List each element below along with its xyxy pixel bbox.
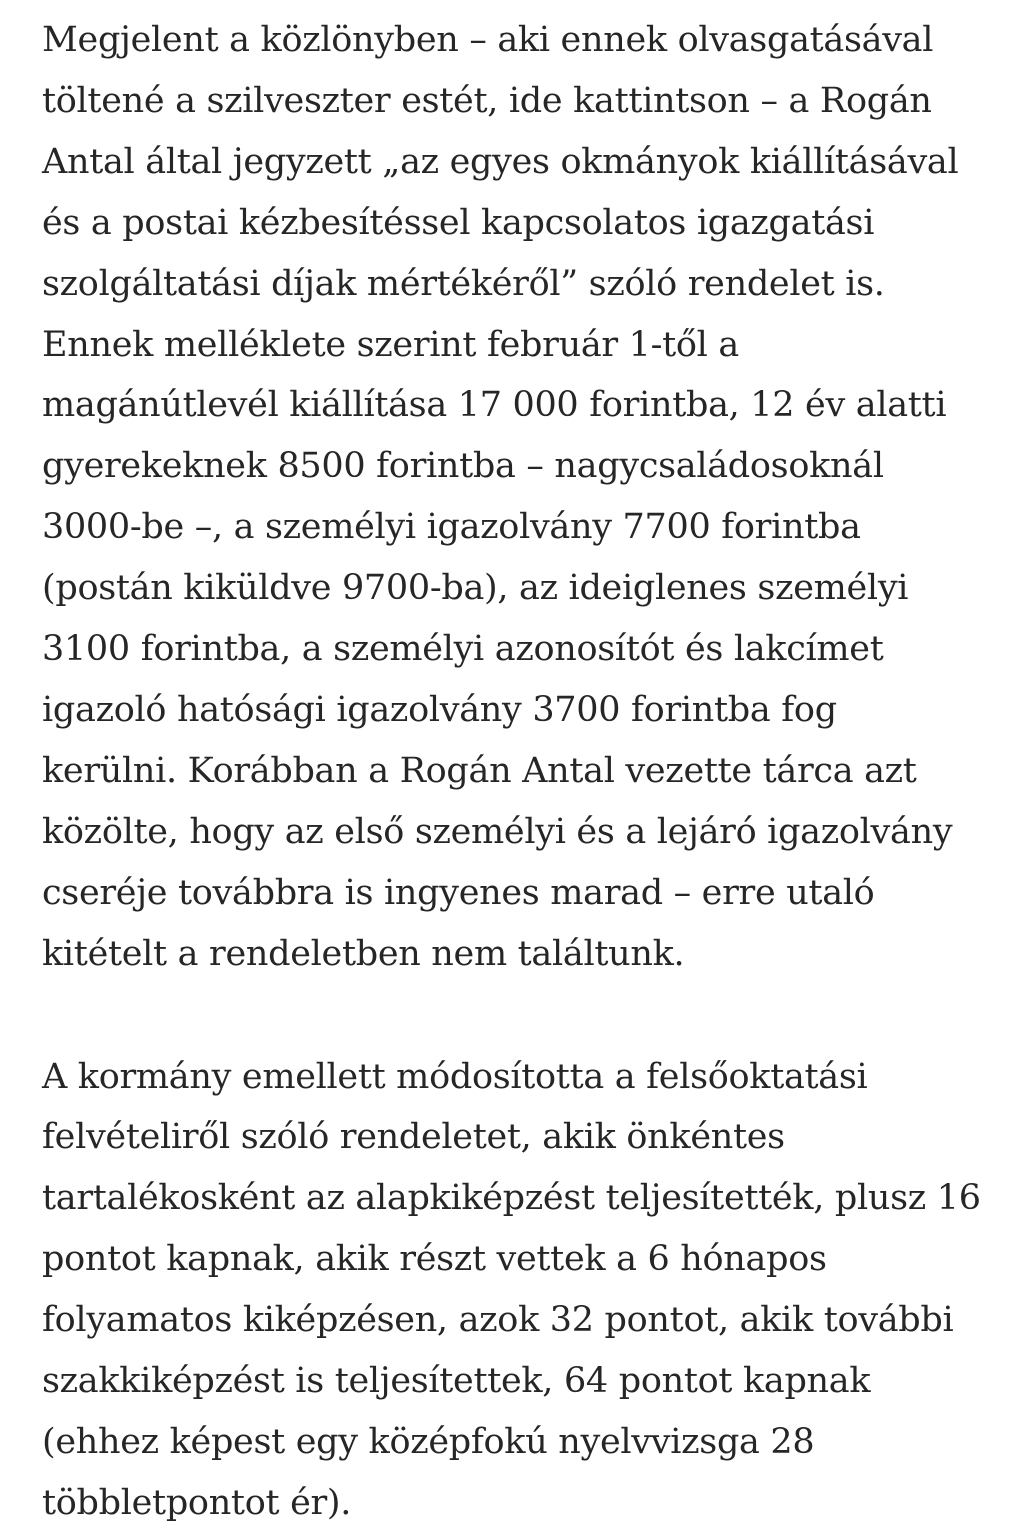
paragraph-spacer [42, 985, 1002, 1047]
text-line: A kormány emellett módosította a felsőoktatási [42, 1056, 868, 1097]
text-line: 3000-be –, a személyi igazolvány 7700 forintba [42, 507, 861, 548]
text-line: magánútlevél kiállítása 17 000 forintba, 12 év alatti [42, 385, 947, 426]
text-line: és a postai kézbesítéssel kapcsolatos igazgatási [42, 202, 875, 243]
text-line: többletpontot ér). [42, 1482, 352, 1523]
text-line: cseréje továbbra is ingyenes marad – erre utaló [42, 872, 875, 913]
text-line: igazoló hatósági igazolvány 3700 forintba fog [42, 689, 837, 730]
text-line: kitételt a rendeletben nem találtunk. [42, 933, 685, 974]
text-line: közölte, hogy az első személyi és a lejáró igazolvány [42, 811, 953, 852]
article-body [42, 10, 1002, 1534]
text-line: pontot kapnak, akik részt vettek a 6 hónapos [42, 1239, 827, 1280]
text-line: Antal által jegyzett „az egyes okmányok kiállításával [42, 141, 959, 182]
text-line: 3100 forintba, a személyi azonosítót és lakcímet [42, 629, 884, 670]
text-line: szakkiképzést is teljesítettek, 64 pontot kapnak [42, 1361, 871, 1402]
text-line: folyamatos kiképzésen, azok 32 pontot, akik további [42, 1300, 954, 1341]
text-line: (postán kiküldve 9700-ba), az ideiglenes személyi [42, 568, 909, 609]
text-line: kerülni. Korábban a Rogán Antal vezette tárca azt [42, 750, 917, 791]
text-line: töltené a szilveszter estét, ide kattintson – a Rogán [42, 80, 932, 121]
text-line: Ennek melléklete szerint február 1-től a [42, 324, 739, 365]
paragraph-admission [42, 1047, 1002, 1534]
text-line: Megjelent a közlönyben – aki ennek olvasgatásával [42, 20, 934, 60]
paragraph-fees [42, 10, 1002, 985]
text-line: gyerekeknek 8500 forintba – nagycsaládosoknál [42, 446, 884, 487]
text-line: szolgáltatási díjak mértékéről” szóló rendelet is. [42, 263, 885, 304]
text-line: (ehhez képest egy középfokú nyelvvizsga 28 [42, 1421, 815, 1462]
text-line: felvételiről szóló rendeletet, akik önkéntes [42, 1117, 785, 1158]
text-line: tartalékosként az alapkiképzést teljesítették, plusz 16 [42, 1178, 981, 1219]
